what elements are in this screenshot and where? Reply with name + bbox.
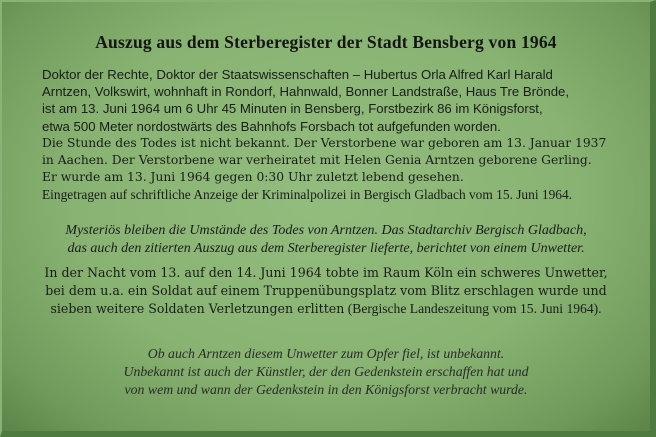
closing-line-1: Ob auch Arntzen diesem Unwetter zum Opfer fiel, ist unbekannt. bbox=[147, 346, 505, 361]
register-line-1: Doktor der Rechte, Doktor der Staatswissenschaften – Hubertus Orla Alfred Karl Harald bbox=[42, 67, 553, 82]
mystery-intro bbox=[2, 222, 650, 258]
storm-report-line-3-text: sieben weitere Soldaten Verletzungen erlitten bbox=[50, 301, 345, 316]
register-line-7: Er wurde am 13. Juni 1964 gegen 0:30 Uhr zuletzt lebend gesehen. bbox=[42, 170, 464, 185]
closing-remarks bbox=[2, 345, 650, 400]
closing-line-2: Unbekannt ist auch der Künstler, der den Gedenkstein erschaffen hat und bbox=[123, 364, 529, 380]
register-line-3: ist am 13. Juni 1964 um 6 Uhr 45 Minuten in Bensberg, Forstbezirk 86 im Königsforst, bbox=[42, 101, 543, 117]
register-line-4: etwa 500 Meter nordostwärts des Bahnhofs Forsbach tot aufgefunden worden. bbox=[42, 118, 501, 134]
storm-report bbox=[2, 264, 650, 318]
register-excerpt bbox=[42, 66, 632, 204]
document-title: Auszug aus dem Sterberegister der Stadt Bensberg von 1964 bbox=[95, 32, 557, 52]
storm-report-line-3 bbox=[2, 300, 650, 318]
mystery-intro-line-1: Mysteriös bleiben die Umstände des Todes von Arntzen. Das Stadtarchiv Bergisch Gladbach, bbox=[65, 223, 587, 238]
register-line-2: Arntzen, Volkswirt, wohnhaft in Rondorf, Hahnwald, Bonner Landstraße, Haus Tre Brönde, bbox=[42, 84, 570, 100]
storm-report-line-2: bei dem u.a. ein Soldat auf einem Truppenübungsplatz vom Blitz erschlagen wurde und bbox=[45, 283, 607, 298]
register-line-8: Eingetragen auf schriftliche Anzeige der Kriminalpolizei in Bergisch Gladbach vom 15. Juni 1964. bbox=[42, 187, 573, 203]
register-line-6: in Aachen. Der Verstorbene war verheiratet mit Helen Genia Arntzen geborene Gerling. bbox=[42, 153, 592, 168]
register-line-5: Die Stunde des Todes ist nicht bekannt. Der Verstorbene war geboren am 13. Januar 1937 bbox=[42, 135, 607, 150]
mystery-intro-line-2: das auch den zitierten Auszug aus dem Sterberegister lieferte, berichtet von einem Unwetter. bbox=[67, 241, 585, 256]
storm-report-line-1: In der Nacht vom 13. auf den 14. Juni 1964 tobte im Raum Köln ein schweres Unwetter, bbox=[44, 265, 608, 280]
closing-line-3: von wem und wann der Gedenkstein in den Königsforst verbracht wurde. bbox=[124, 382, 528, 398]
storm-report-source: (Bergische Landeszeitung vom 15. Juni 1964). bbox=[344, 301, 602, 316]
